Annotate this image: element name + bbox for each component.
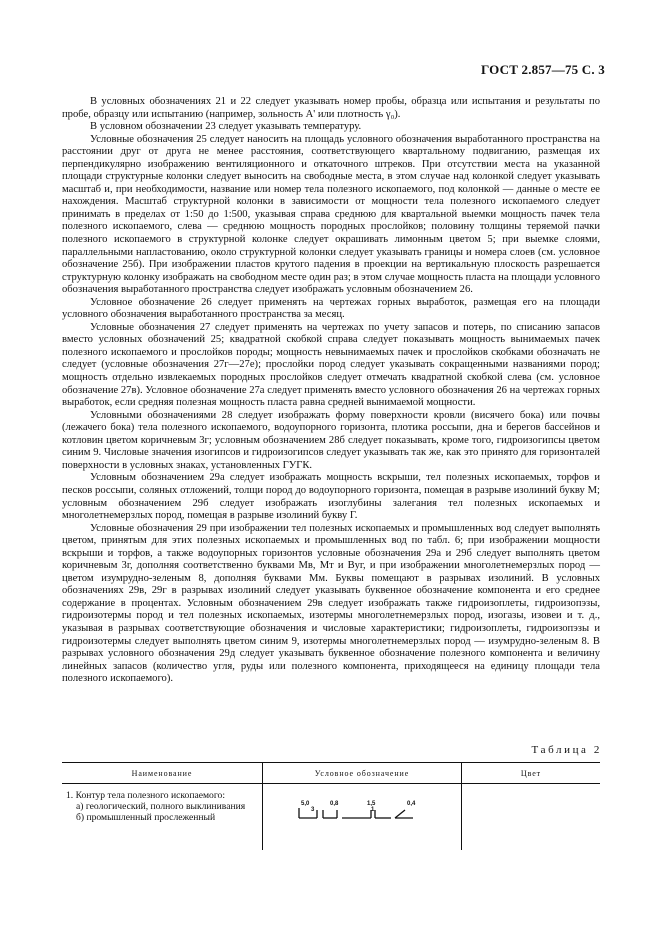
paragraph: В условных обозначениях 21 и 22 следует указывать номер пробы, образца или испытания и результаты по пробе, образцу или испытанию (например, зольность A' или плотность γ₀).	[62, 96, 600, 120]
paragraph: Условными обозначениями 28 следует изображать форму поверхности кровли (висячего бока) или почвы (лежачего бока) тела полезного ископаемого, водоупорного горизонта, плотика россыпи, дна и берегов бассейнов и котловин цветом коричневым 3г; условным обозначением 28б следует показывать, кроме того, гидроизогипсы цветом синим 9. Числовые значения изогипсов и гидроизогипсов следует указывать так же, как это принято для горизонталей поверхности в условных знаках, установленных ГУГК.	[62, 409, 600, 471]
paragraph: Условное обозначение 26 следует применять на чертежах горных выработок, размещая его на площади условного обозначения выработанного пространства за месяц.	[62, 296, 600, 321]
paragraph: Условные обозначения 25 следует наносить на площадь условного обозначения выработанного пространства на расстоянии друг от друга не менее расстояния, соответствующего квартальному подвиганию, размещая их перпендикулярно изображению вентиляционного и откаточного штреков. При отсутствии места на указанной площади структурные колонки следует выносить на свободные места, в этом случае над колонкой следует указывать масштаб и, при необходимости, название или номер тела полезного ископаемого, под колонкой — данные о месте ее нахождения. Масштаб структурной колонки в зависимости от мощности тела полезного ископаемого следует принимать в пределах от 1:50 до 1:500, указывая справа среднюю для квартальной выемки мощность пачек тела полезного ископаемого, слева — среднюю мощность породных прослойков; половину толщины теряемой пачки полезного ископаемого в структурной колонке следует окрашивать лимонным цветом 5; при выемке слоями, параллельными напластованию, около структурной колонки следует указывать границы и номера слоев (см. условное обозначение 25б). При изображении пластов крутого падения в проекции на вертикальную плоскость разрешается структурную колонку изображать на свободном месте один раз; в этом случае мощность пласта на площади условного обозначения выработанного пространства следует изображать условным обозначением 26.	[62, 133, 600, 296]
row-name-cell	[62, 784, 263, 851]
contour-symbol	[267, 790, 457, 830]
table-header-row	[62, 763, 600, 784]
paragraph: Условные обозначения 27 следует применять на чертежах по учету запасов и потерь, по списанию запасов вместо условных обозначений 25; квадратной скобкой справа следует показывать мощность вынимаемых пачек полезного ископаемого и прослойков породы; мощность невынимаемых пачек и прослойков скобками обозначать не следует (условные обозначения 27г—27е); прослойки пород следует указывать сокращенными названиями пород; мощность отдельно извлекаемых породных прослойков следует отмечать квадратной скобкой слева (см. условное обозначение 27в). Условное обозначение 27а следует применять вместо условного обозначения 26 на чертежах горных выработок, если средняя полезная мощность пласта равна средней вынимаемой мощности.	[62, 321, 600, 409]
header-color: Цвет	[462, 763, 601, 784]
paragraph: Условным обозначением 29а следует изображать мощность вскрыши, тел полезных ископаемых, торфов и песков россыпи, соляных отложений, толщи пород до водоупорного горизонта, помещая в разрыве изолиний букву М; условным обозначением 29б следует изображать изоглубины залегания тел полезных ископаемых и многолетнемерзлых пород, помещая в разрыве изолиний букву Г.	[62, 472, 600, 522]
row-symbol-cell	[263, 784, 462, 851]
dim-label: 1	[371, 807, 375, 813]
table-row	[62, 784, 600, 851]
symbols-table	[62, 762, 600, 850]
row-item-a: а) геологический, полного выклинивания	[76, 801, 246, 813]
dim-label: 3	[311, 807, 315, 813]
row-color-cell	[462, 784, 601, 851]
dim-label: 5,0	[301, 801, 310, 807]
dim-label: 0,4	[407, 801, 416, 807]
paragraph: Условные обозначения 29 при изображении тел полезных ископаемых и промышленных вод следует выполнять цветом, принятым для этих полезных ископаемых и промышленных вод по табл. 6; при изображении мощности вскрыши и торфов, а также водоупорных горизонтов условные обозначения 29а и 29б следует выполнять цветом коричневым 3г, дополняя соответственно буквами Мв, Мт и Вуг, и при изображении многолетнемерзлых пород — цветом изумрудно-зеленым 8, дополняя буквами Мм. Буквы помещают в разрывах изолиний. В условных обозначениях 29в, 29г в разрывах изолиний следует указывать буквенное обозначение компонента и его среднее содержание в процентах. Условным обозначением 29в следует изображать также гидроизоплеты, гидроизопэзы, гидроизотермы пород и тел полезных ископаемых, изотермы многолетнемерзлых пород, изогазы, изовеи и т. д., указывая в разрывах соответствующие обозначения и числовые характеристики; гидроизоплеты, гидроизопэзы и гидроизотермы следует выполнять цветом синим 9, изотермы многолетнемерзлых пород — изумрудно-зеленым 8. В разрывах условного обозначения 29д следует указывать буквенное обозначение полезного компонента и величину линейных запасов (количество угля, руды или полезного компонента, приходящееся на единицу площади тела полезного ископаемого).	[62, 522, 600, 685]
contour-lines	[267, 790, 457, 830]
row-item-b: б) промышленный прослеженный	[76, 812, 216, 824]
row-title: 1. Контур тела полезного ископаемого:	[66, 790, 226, 801]
header-symbol: Условное обозначение	[263, 763, 462, 784]
header-name: Наименование	[62, 763, 263, 784]
paragraph: В условном обозначении 23 следует указывать температуру.	[90, 121, 362, 133]
table-caption: Таблица 2	[531, 744, 602, 756]
dim-label: 0,8	[330, 801, 339, 807]
page-header: ГОСТ 2.857—75 С. 3	[480, 62, 605, 77]
body-text	[62, 96, 600, 686]
dim-label: 1,5	[367, 801, 376, 807]
